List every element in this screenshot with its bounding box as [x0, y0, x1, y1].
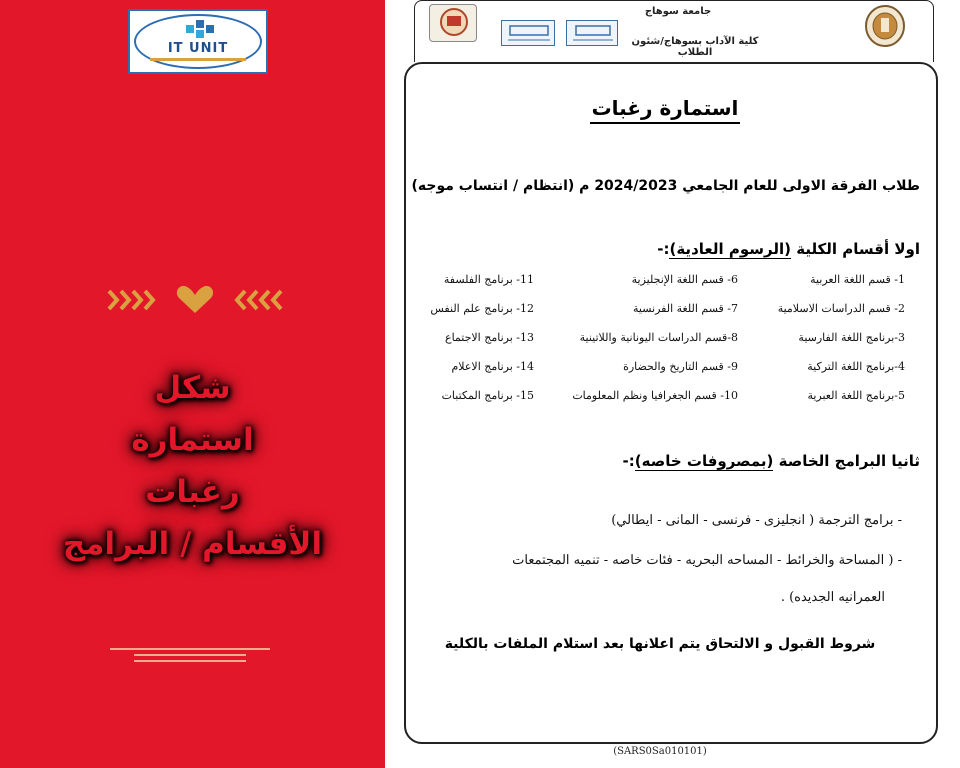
decorative-ornament — [105, 283, 285, 317]
title-line-3: رغبات — [145, 474, 240, 510]
divider-line — [134, 660, 246, 662]
divider-line — [110, 648, 270, 650]
departments-column-3 — [414, 273, 534, 418]
decorative-lines — [110, 648, 270, 666]
department-item: 5-برنامج اللغة العبرية — [807, 389, 905, 402]
section1-heading-main: اولا أقسام الكلية — [796, 240, 920, 258]
special-program-2: - ( المساحة والخرائط - المساحه البحريه - فئات خاصه - تنميه المجتمعات — [512, 553, 902, 568]
left-panel — [0, 0, 385, 768]
section2-heading — [623, 452, 920, 470]
faculty-emblem-icon — [430, 5, 478, 43]
department-item: 10- قسم الجغرافيا ونظم المعلومات — [572, 389, 738, 402]
admission-note: شروط القبول و الالتحاق يتم اعلانها بعد استلام الملفات بالكلية — [444, 636, 876, 652]
special-program-2-cont: العمرانيه الجديده) . — [780, 590, 885, 605]
section1-heading — [657, 240, 920, 258]
department-item: 15- برنامج المكتبات — [441, 389, 534, 402]
section1-heading-paren: (الرسوم العادية) — [669, 240, 791, 258]
chevron-right-icon — [237, 291, 281, 309]
it-unit-logo — [128, 9, 268, 74]
accreditation-logo — [501, 20, 555, 46]
title-line-1: شكل — [154, 370, 231, 406]
chevron-left-icon — [109, 291, 153, 309]
section2-heading-main: ثانيا البرامج الخاصة — [778, 452, 920, 470]
department-item: 11- برنامج الفلسفة — [443, 273, 534, 286]
heart-icon — [177, 286, 213, 313]
departments-column-2 — [558, 273, 738, 418]
departments-column-1 — [735, 273, 905, 418]
department-item: 4-برنامج اللغة التركية — [807, 360, 905, 373]
department-item: 6- قسم اللغة الإنجليزية — [631, 273, 738, 286]
university-name: جامعة سوهاج — [644, 6, 712, 17]
section2-heading-paren: (بمصروفات خاصه) — [634, 452, 774, 470]
title-line-4: الأقسام / البرامج — [62, 526, 323, 562]
form-title: استمارة رغبات — [590, 96, 740, 124]
department-item: 3-برنامج اللغة الفارسية — [798, 331, 905, 344]
quality-logo — [566, 20, 618, 46]
glow-title — [60, 362, 325, 570]
university-crest-icon — [864, 4, 906, 48]
department-item: 14- برنامج الاعلام — [451, 360, 534, 373]
accreditation-mark-icon — [502, 21, 556, 47]
department-item: 13- برنامج الاجتماع — [445, 331, 534, 344]
special-program-1: - برامج الترجمة ( انجليزى - فرنسى - المانى - ايطالي) — [611, 513, 902, 528]
faculty-name: كلية الآداب بسوهاج/شئون الطلاب — [631, 36, 759, 58]
section2-heading-suffix: :- — [622, 452, 635, 470]
department-item: 9- قسم التاريخ والحضارة — [623, 360, 738, 373]
form-code: (SARS0Sa010101) — [613, 746, 707, 757]
section1-heading-suffix: :- — [657, 240, 670, 258]
department-item: 2- قسم الدراسات الاسلامية — [777, 302, 905, 315]
form-subtitle: طلاب الفرقة الاولى للعام الجامعي 2024/2023 م (انتظام / انتساب موجه) — [411, 178, 920, 194]
faculty-logo — [429, 4, 477, 42]
department-item: 1- قسم اللغة العربية — [810, 273, 905, 286]
department-item: 12- برنامج علم النفس — [430, 302, 534, 315]
logo-cubes-icon — [182, 17, 218, 39]
logo-underline — [150, 58, 246, 61]
logo-text: IT UNIT — [167, 41, 229, 56]
department-item: 7- قسم اللغة الفرنسية — [633, 302, 738, 315]
divider-line — [134, 654, 246, 656]
department-item: 8-قسم الدراسات اليونانية واللاتينية — [579, 331, 738, 344]
title-line-2: استمارة — [131, 422, 254, 458]
quality-mark-icon — [567, 21, 619, 47]
